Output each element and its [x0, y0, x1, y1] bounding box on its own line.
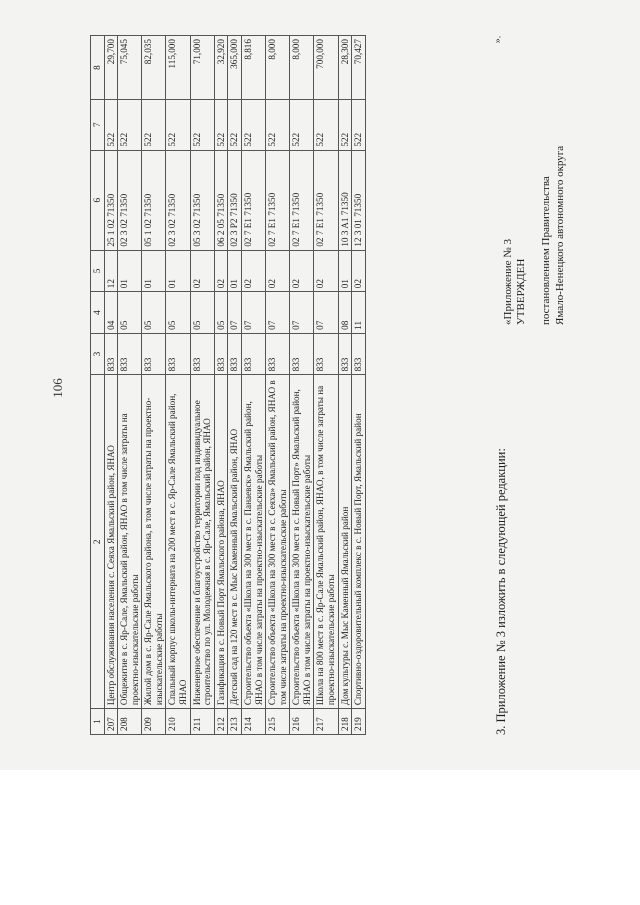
table-cell-c5: 01	[338, 250, 352, 292]
table-cell-c3: 833	[228, 333, 242, 375]
table-cell-c3: 833	[190, 333, 214, 375]
table-cell-c5: 02	[214, 250, 228, 292]
table-cell-c5: 02	[190, 250, 214, 292]
table-row	[338, 36, 352, 735]
table-cell-c3: 833	[266, 333, 290, 375]
table-cell-num: 216	[290, 709, 314, 735]
table-cell-c3: 833	[166, 333, 190, 375]
table-cell-c6: 12 3 01 71350	[352, 150, 366, 250]
stamp-line-approved: УТВЕРЖДЕН	[515, 258, 528, 325]
table-cell-c4: 11	[352, 292, 366, 334]
table-row	[190, 36, 214, 735]
table-cell-c3: 833	[241, 333, 265, 375]
table-cell-c4: 05	[142, 292, 166, 334]
col-header: 1	[91, 709, 105, 735]
table-cell-c5: 12	[104, 250, 118, 292]
table-cell-c5: 01	[166, 250, 190, 292]
table-cell-c6: 02 7 E1 71350	[266, 150, 290, 250]
table-body	[104, 36, 365, 735]
table-cell-name: Общежитие в с. Яр-Сале, Ямальский район, ЯНАО в том числе затраты на проектно-изыскательские работы	[118, 375, 142, 709]
table-cell-num: 210	[166, 709, 190, 735]
table-row	[241, 36, 265, 735]
table-cell-c4: 07	[228, 292, 242, 334]
table-cell-name: Инженерное обеспечение и благоустройство территории под индивидуальное строительство по ул. Молодежная в с. Яр-Сале, Ямальский район, ЯНАО	[190, 375, 214, 709]
col-header: 4	[91, 292, 105, 334]
table-cell-c7: 522	[338, 100, 352, 151]
table-cell-c5: 01	[118, 250, 142, 292]
table-cell-c7: 522	[314, 100, 338, 151]
table-cell-name: Строительство объекта «Школа на 300 мест в с. Сеяха» Ямальский район, ЯНАО в том числе затраты на проектно-изыскательские работы	[266, 375, 290, 709]
stamp-line-government: Ямало-Ненецкого автономного округа	[553, 145, 566, 325]
table-cell-c8: 8,000	[290, 36, 314, 100]
page-number: 106	[49, 378, 65, 398]
table-cell-num: 212	[214, 709, 228, 735]
table-row	[214, 36, 228, 735]
table-cell-c7: 522	[214, 100, 228, 151]
objects-table	[90, 35, 366, 735]
table-cell-c3: 833	[352, 333, 366, 375]
table-cell-c4: 07	[290, 292, 314, 334]
table-row	[228, 36, 242, 735]
table-cell-c6: 02 7 E1 71350	[241, 150, 265, 250]
table-cell-c7: 522	[228, 100, 242, 151]
table-cell-c3: 833	[314, 333, 338, 375]
table-cell-c8: 70,427	[352, 36, 366, 100]
table-row	[142, 36, 166, 735]
table-cell-c7: 522	[241, 100, 265, 151]
table-cell-c6: 02 3 02 71350	[166, 150, 190, 250]
col-header: 3	[91, 333, 105, 375]
table-row	[266, 36, 290, 735]
col-header: 2	[91, 375, 105, 709]
amendment-instruction: 3. Приложение № 3 изложить в следующей редакции:	[494, 448, 508, 735]
table-cell-c3: 833	[142, 333, 166, 375]
table-cell-c8: 32,920	[214, 36, 228, 100]
col-header: 6	[91, 150, 105, 250]
table-cell-c8: 115,000	[166, 36, 190, 100]
table-cell-c8: 365,000	[228, 36, 242, 100]
table-cell-c6: 05 1 02 71350	[142, 150, 166, 250]
table-cell-name: Строительство объекта «Школа на 300 мест в с. Новый Порт» Ямальский район, ЯНАО в том числе затраты на проектно-изыскательские работы	[290, 375, 314, 709]
table-cell-c4: 07	[314, 292, 338, 334]
closing-quote-mark: ».	[492, 35, 504, 44]
table-cell-num: 219	[352, 709, 366, 735]
table-cell-num: 217	[314, 709, 338, 735]
table-header-row	[91, 36, 105, 735]
table-cell-c8: 29,700	[104, 36, 118, 100]
table-cell-c3: 833	[214, 333, 228, 375]
table-cell-c8: 82,035	[142, 36, 166, 100]
table-cell-c7: 522	[290, 100, 314, 151]
table-row	[166, 36, 190, 735]
table-cell-name: Дом культуры с. Мыс Каменный Ямальский район	[338, 375, 352, 709]
table-cell-name: Детский сад на 120 мест в с. Мыс Каменный Ямальский район, ЯНАО	[228, 375, 242, 709]
col-header: 7	[91, 100, 105, 151]
table-cell-c7: 522	[266, 100, 290, 151]
table-cell-c4: 05	[190, 292, 214, 334]
table-row	[290, 36, 314, 735]
table-cell-c8: 71,000	[190, 36, 214, 100]
table-cell-c4: 05	[166, 292, 190, 334]
table-cell-c7: 522	[352, 100, 366, 151]
table-cell-name: Спортивно-оздоровительный комплекс в с. Новый Порт, Ямальский район	[352, 375, 366, 709]
table-cell-num: 213	[228, 709, 242, 735]
table-cell-name: Строительство объекта «Школа на 300 мест в с. Панаевск» Ямальский район, ЯНАО в том числе затраты на проектно-изыскательские работы	[241, 375, 265, 709]
table-cell-c8: 28,300	[338, 36, 352, 100]
table-cell-c5: 02	[352, 250, 366, 292]
table-cell-c4: 05	[118, 292, 142, 334]
table-cell-c4: 08	[338, 292, 352, 334]
table-cell-c3: 833	[118, 333, 142, 375]
table-cell-name: Жилой дом в с. Яр-Сале Ямальского района, в том числе затраты на проектно-изыскательские работы	[142, 375, 166, 709]
table-cell-c6: 02 3 P2 71350	[228, 150, 242, 250]
table-cell-c5: 02	[290, 250, 314, 292]
table-row	[314, 36, 338, 735]
table-cell-name: Школа на 800 мест в с. Яр-Сале Ямальский район, ЯНАО, в том числе затраты на проектно-изыскательские работы	[314, 375, 338, 709]
table-cell-c6: 06 2 05 71350	[214, 150, 228, 250]
table-cell-name: Спальный корпус школы-интерната на 200 мест в с. Яр-Сале Ямальский район, ЯНАО	[166, 375, 190, 709]
table-cell-name: Газификация в с. Новый Порт Ямальского района, ЯНАО	[214, 375, 228, 709]
table-cell-c6: 02 3 02 71350	[118, 150, 142, 250]
table-cell-c4: 07	[241, 292, 265, 334]
table-cell-c6: 25 1 02 71350	[104, 150, 118, 250]
table-cell-c7: 522	[190, 100, 214, 151]
table-cell-num: 211	[190, 709, 214, 735]
table-cell-c5: 01	[142, 250, 166, 292]
appendix-stamp	[502, 25, 567, 325]
table-cell-num: 215	[266, 709, 290, 735]
table-cell-c8: 8,000	[266, 36, 290, 100]
table-cell-c8: 75,045	[118, 36, 142, 100]
table-cell-c6: 05 3 02 71350	[190, 150, 214, 250]
table-cell-c7: 522	[142, 100, 166, 151]
table-cell-c6: 02 7 E1 71350	[314, 150, 338, 250]
table-cell-c6: 10 3 A1 71350	[338, 150, 352, 250]
table-cell-c4: 05	[214, 292, 228, 334]
table-cell-c4: 07	[266, 292, 290, 334]
rotated-content	[90, 35, 566, 735]
table-cell-c3: 833	[338, 333, 352, 375]
table-cell-c3: 833	[290, 333, 314, 375]
table-cell-num: 218	[338, 709, 352, 735]
col-header: 5	[91, 250, 105, 292]
table-cell-num: 214	[241, 709, 265, 735]
table-cell-c8: 8,816	[241, 36, 265, 100]
stamp-line-appendix: «Приложение № 3	[502, 238, 514, 325]
table-row	[352, 36, 366, 735]
table-cell-c8: 700,000	[314, 36, 338, 100]
table-cell-num: 209	[142, 709, 166, 735]
table-cell-c5: 02	[314, 250, 338, 292]
table-cell-c5: 02	[266, 250, 290, 292]
table-cell-c3: 833	[104, 333, 118, 375]
stamp-line-resolution: постановлением Правительства	[540, 176, 553, 325]
table-cell-c5: 02	[241, 250, 265, 292]
table-cell-num: 208	[118, 709, 142, 735]
table-cell-c7: 522	[104, 100, 118, 151]
table-cell-c7: 522	[166, 100, 190, 151]
table-cell-c7: 522	[118, 100, 142, 151]
table-cell-c4: 04	[104, 292, 118, 334]
table-row	[104, 36, 118, 735]
col-header: 8	[91, 36, 105, 100]
table-cell-name: Центр обслуживания населения с. Сеяха Ямальский район, ЯНАО	[104, 375, 118, 709]
table-cell-c6: 02 7 E1 71350	[290, 150, 314, 250]
table-cell-num: 207	[104, 709, 118, 735]
table-cell-c5: 01	[228, 250, 242, 292]
table-row	[118, 36, 142, 735]
